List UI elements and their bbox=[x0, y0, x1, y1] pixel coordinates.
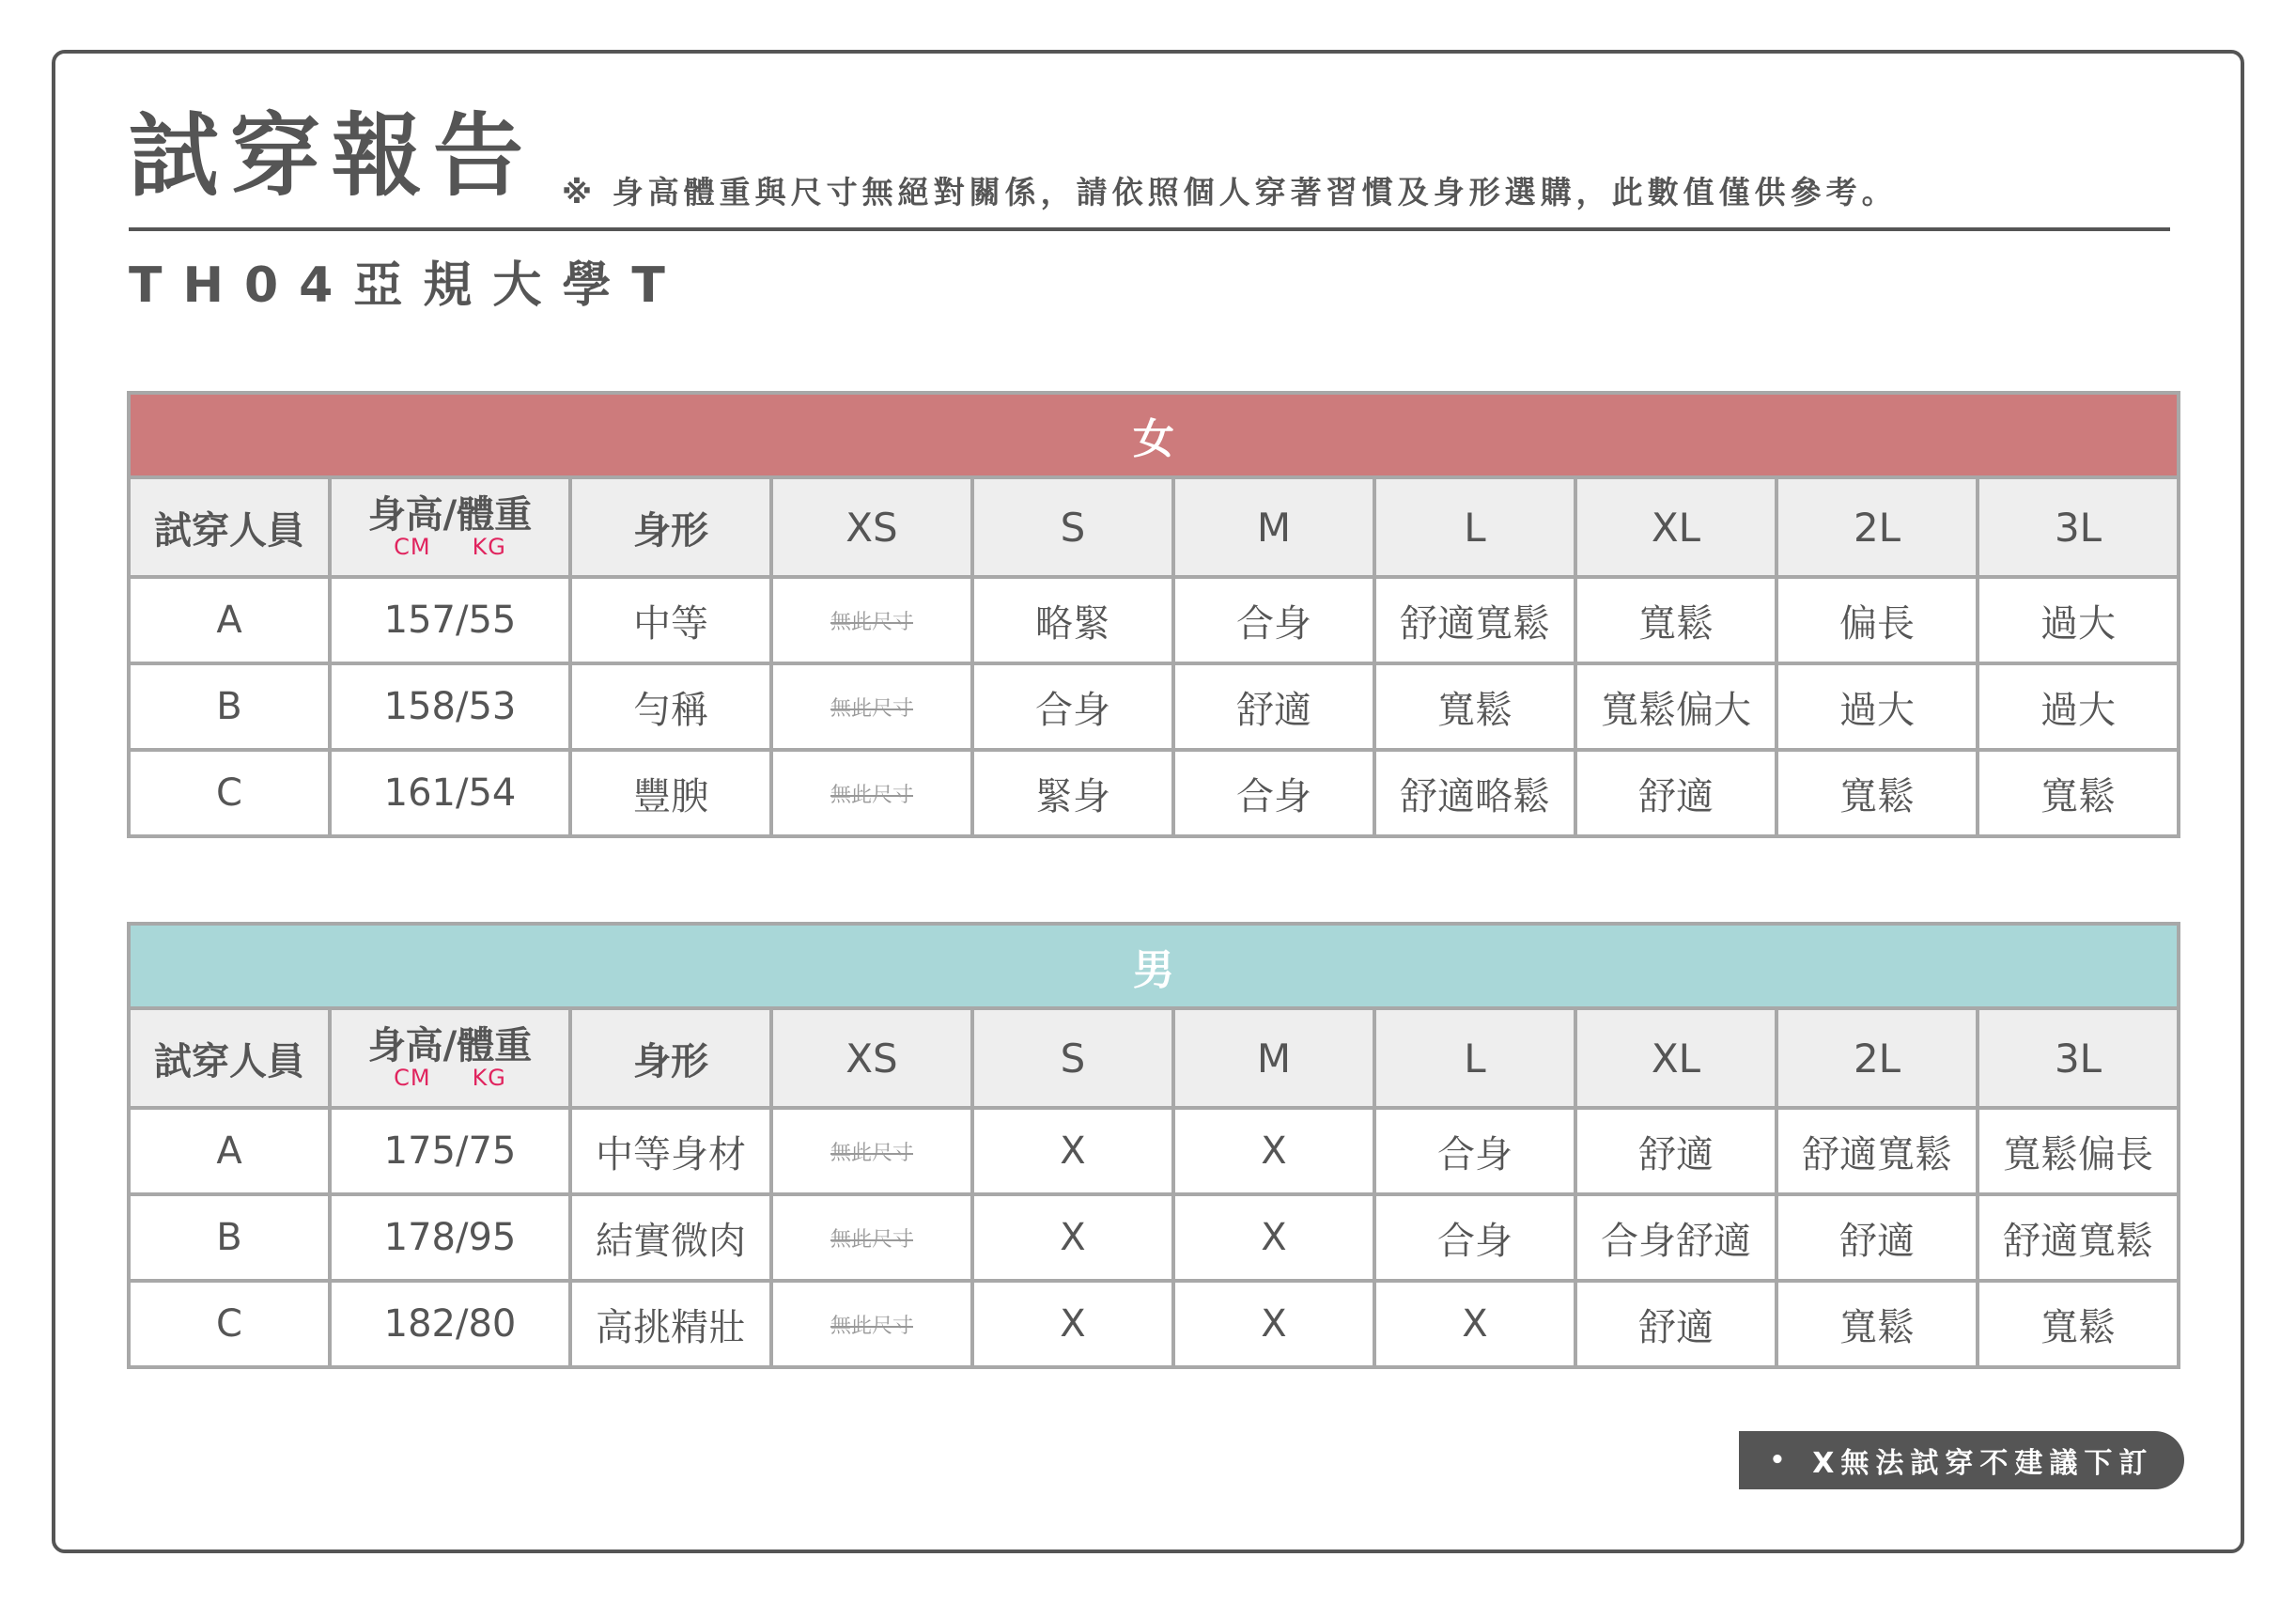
header-size: 3L bbox=[1978, 1008, 2179, 1108]
fit-cell: 寬鬆 bbox=[1978, 750, 2179, 836]
header-height-weight-label: 身高/體重 bbox=[367, 1023, 533, 1067]
fit-cell: 舒適 bbox=[1575, 750, 1776, 836]
fit-cell: X bbox=[1374, 1281, 1575, 1367]
fit-cell: 寬鬆偏大 bbox=[1575, 663, 1776, 750]
header-size: L bbox=[1374, 1008, 1575, 1108]
body-shape-cell: 中等身材 bbox=[570, 1108, 771, 1194]
men-fit-table bbox=[127, 922, 2180, 1369]
header-units bbox=[332, 1066, 568, 1090]
height-weight-cell: 175/75 bbox=[330, 1108, 570, 1194]
fit-cell: 舒適 bbox=[1776, 1194, 1978, 1281]
header-height-weight bbox=[330, 1008, 570, 1108]
tester-id: A bbox=[129, 1108, 330, 1194]
fit-cell: 舒適寬鬆 bbox=[1776, 1108, 1978, 1194]
tester-id: A bbox=[129, 577, 330, 663]
fit-cell-unavailable: 無此尺寸 bbox=[771, 1108, 972, 1194]
fit-cell: 略緊 bbox=[972, 577, 1173, 663]
fit-cell-unavailable: 無此尺寸 bbox=[771, 750, 972, 836]
header-size: XS bbox=[771, 1008, 972, 1108]
header-body-shape: 身形 bbox=[570, 477, 771, 577]
unit-kg: KG bbox=[472, 533, 506, 560]
fit-cell: 合身 bbox=[1374, 1194, 1575, 1281]
header-size: XL bbox=[1575, 477, 1776, 577]
fit-cell: X bbox=[1173, 1281, 1374, 1367]
fit-cell: 舒適 bbox=[1575, 1281, 1776, 1367]
table-row bbox=[129, 577, 2179, 663]
fit-cell: 舒適寬鬆 bbox=[1374, 577, 1575, 663]
unit-kg: KG bbox=[472, 1064, 506, 1091]
header-size: M bbox=[1173, 477, 1374, 577]
tester-id: B bbox=[129, 1194, 330, 1281]
header-size: 3L bbox=[1978, 477, 2179, 577]
height-weight-cell: 178/95 bbox=[330, 1194, 570, 1281]
bullet-icon: • bbox=[1769, 1446, 1792, 1474]
header-size: XL bbox=[1575, 1008, 1776, 1108]
fit-cell: 寬鬆 bbox=[1978, 1281, 2179, 1367]
height-weight-cell: 157/55 bbox=[330, 577, 570, 663]
header-size: M bbox=[1173, 1008, 1374, 1108]
fit-cell: 合身舒適 bbox=[1575, 1194, 1776, 1281]
fit-cell: 舒適略鬆 bbox=[1374, 750, 1575, 836]
fit-cell: 寬鬆 bbox=[1575, 577, 1776, 663]
header-body-shape: 身形 bbox=[570, 1008, 771, 1108]
header-tester: 試穿人員 bbox=[129, 1008, 330, 1108]
table-row bbox=[129, 1281, 2179, 1367]
header-height-weight-label: 身高/體重 bbox=[367, 492, 533, 537]
women-header-row bbox=[129, 477, 2179, 577]
body-shape-cell: 中等 bbox=[570, 577, 771, 663]
header-size: S bbox=[972, 1008, 1173, 1108]
tester-id: C bbox=[129, 750, 330, 836]
product-name: TH04亞規大學T bbox=[129, 257, 686, 314]
body-shape-cell: 豐腴 bbox=[570, 750, 771, 836]
body-shape-cell: 高挑精壯 bbox=[570, 1281, 771, 1367]
fit-cell: 寬鬆偏長 bbox=[1978, 1108, 2179, 1194]
fit-cell: 舒適寬鬆 bbox=[1978, 1194, 2179, 1281]
fit-cell: 過大 bbox=[1978, 577, 2179, 663]
legend-text: X無法試穿不建議下訂 bbox=[1812, 1447, 2154, 1480]
women-label: 女 bbox=[129, 393, 2179, 477]
table-row bbox=[129, 1108, 2179, 1194]
fit-cell: 合身 bbox=[1173, 577, 1374, 663]
unit-cm: CM bbox=[394, 1064, 431, 1091]
table-row bbox=[129, 1194, 2179, 1281]
fit-cell: 緊身 bbox=[972, 750, 1173, 836]
header-size: 2L bbox=[1776, 477, 1978, 577]
header-tester: 試穿人員 bbox=[129, 477, 330, 577]
fit-cell: 過大 bbox=[1978, 663, 2179, 750]
header-size: S bbox=[972, 477, 1173, 577]
header-height-weight bbox=[330, 477, 570, 577]
fit-cell: 偏長 bbox=[1776, 577, 1978, 663]
men-band bbox=[129, 924, 2179, 1008]
title-divider bbox=[129, 227, 2170, 231]
table-row bbox=[129, 750, 2179, 836]
page-title: 試穿報告 bbox=[129, 103, 535, 209]
fit-cell: X bbox=[972, 1108, 1173, 1194]
fit-cell: X bbox=[972, 1281, 1173, 1367]
men-label: 男 bbox=[129, 924, 2179, 1008]
header-size: XS bbox=[771, 477, 972, 577]
height-weight-cell: 158/53 bbox=[330, 663, 570, 750]
men-header-row bbox=[129, 1008, 2179, 1108]
fit-cell: X bbox=[1173, 1194, 1374, 1281]
header-size: 2L bbox=[1776, 1008, 1978, 1108]
fit-cell-unavailable: 無此尺寸 bbox=[771, 1281, 972, 1367]
fit-cell: 合身 bbox=[1173, 750, 1374, 836]
header-units bbox=[332, 535, 568, 559]
body-shape-cell: 勻稱 bbox=[570, 663, 771, 750]
women-band bbox=[129, 393, 2179, 477]
fit-cell: 寬鬆 bbox=[1776, 750, 1978, 836]
fit-cell-unavailable: 無此尺寸 bbox=[771, 577, 972, 663]
tester-id: B bbox=[129, 663, 330, 750]
fit-cell-unavailable: 無此尺寸 bbox=[771, 1194, 972, 1281]
fit-cell: 舒適 bbox=[1575, 1108, 1776, 1194]
tester-id: C bbox=[129, 1281, 330, 1367]
height-weight-cell: 161/54 bbox=[330, 750, 570, 836]
fit-cell: 過大 bbox=[1776, 663, 1978, 750]
legend-badge bbox=[1739, 1431, 2184, 1489]
unit-cm: CM bbox=[394, 533, 431, 560]
fit-cell: 合身 bbox=[972, 663, 1173, 750]
body-shape-cell: 結實微肉 bbox=[570, 1194, 771, 1281]
fit-cell: 舒適 bbox=[1173, 663, 1374, 750]
fit-cell: 寬鬆 bbox=[1776, 1281, 1978, 1367]
height-weight-cell: 182/80 bbox=[330, 1281, 570, 1367]
fit-cell: X bbox=[1173, 1108, 1374, 1194]
fit-cell: 寬鬆 bbox=[1374, 663, 1575, 750]
fit-cell: X bbox=[972, 1194, 1173, 1281]
table-row bbox=[129, 663, 2179, 750]
fit-cell-unavailable: 無此尺寸 bbox=[771, 663, 972, 750]
fit-cell: 合身 bbox=[1374, 1108, 1575, 1194]
header-size: L bbox=[1374, 477, 1575, 577]
women-fit-table bbox=[127, 391, 2180, 838]
disclaimer-note: ※ 身高體重與尺寸無絕對關係，請依照個人穿著習慣及身形選購，此數值僅供參考。 bbox=[562, 174, 1898, 210]
